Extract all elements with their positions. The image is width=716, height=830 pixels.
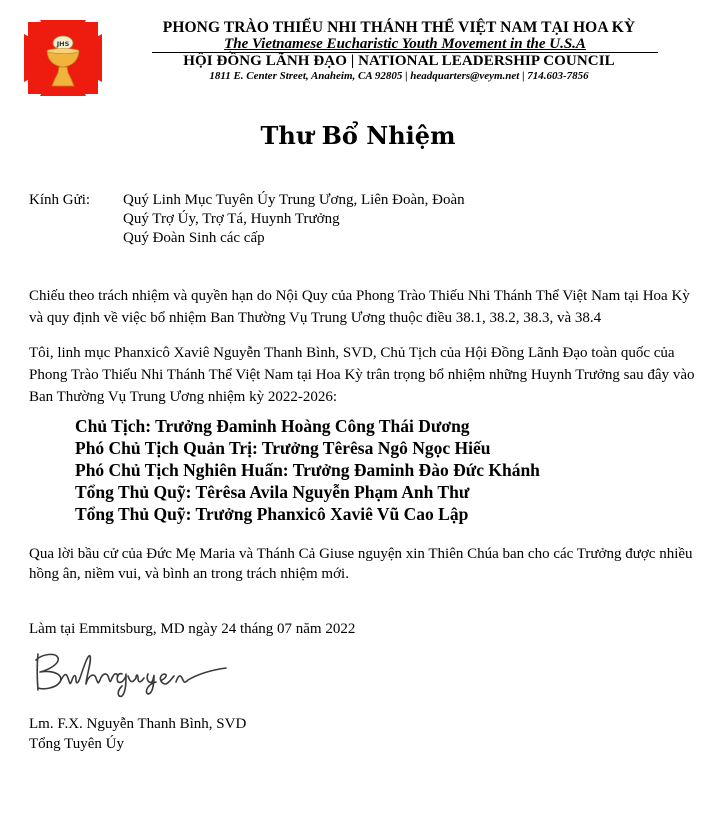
handwritten-signature-icon xyxy=(30,648,242,698)
appointment-name: Trưởng Têrêsa Ngô Ngọc Hiếu xyxy=(261,438,491,458)
body-paragraph-blessing: Qua lời bầu cử của Đức Mẹ Maria và Thánh Cả Giuse nguyện xin Thiên Chúa ban cho các Trưởng được nhiều hồng ân, niềm vui, và bình an trong trách nhiệm mới. xyxy=(29,546,693,582)
appointment-role: Chủ Tịch: xyxy=(75,416,152,436)
appointment-list xyxy=(75,415,540,525)
organization-logo xyxy=(24,20,102,96)
appointment-row xyxy=(75,459,540,481)
appointment-role: Tổng Thủ Quỹ: xyxy=(75,504,192,524)
letterhead xyxy=(140,19,658,83)
body-paragraph-authority: Chiếu theo trách nhiệm và quyền hạn do Nội Quy của Phong Trào Thiếu Nhi Thánh Thể Việt Nam tại Hoa Kỳ và quy định về việc bổ nhiệm Ban Thường Vụ Trung Ương thuộc điều 38.1, 38.2, 38.3, và 38.4 xyxy=(29,288,690,326)
council-name: HỘI ĐỒNG LÃNH ĐẠO | NATIONAL LEADERSHIP COUNCIL xyxy=(183,53,615,69)
appointment-row xyxy=(75,481,540,503)
recipient-line: Quý Trợ Úy, Trợ Tá, Huynh Trưởng xyxy=(123,211,340,227)
svg-text:JHS: JHS xyxy=(56,40,70,48)
appointment-role: Phó Chủ Tịch Quản Trị: xyxy=(75,438,258,458)
salutation-label: Kính Gửi: xyxy=(29,192,91,208)
appointment-name: Trưởng Đaminh Hoàng Công Thái Dương xyxy=(155,416,470,436)
document-title: Thư Bổ Nhiệm xyxy=(260,121,456,150)
org-name-vietnamese: PHONG TRÀO THIẾU NHI THÁNH THỂ VIỆT NAM TẠI HOA KỲ xyxy=(162,19,636,36)
appointment-role: Tổng Thủ Quỹ: xyxy=(75,482,192,502)
body-paragraph-appointment: Tôi, linh mục Phanxicô Xaviê Nguyễn Thanh Bình, SVD, Chủ Tịch của Hội Đồng Lãnh Đạo toàn quốc của Phong Trào Thiếu Nhi Thánh Thể Việt Nam tại Hoa Kỳ trân trọng bổ nhiệm những Huynh Trưởng sau đây vào Ban Thường Vụ Trung Ương nhiệm kỳ 2022-2026: xyxy=(29,345,695,405)
appointment-name: Trưởng Phanxicô Xaviê Vũ Cao Lập xyxy=(195,504,469,524)
appointment-name: Trưởng Đaminh Đào Đức Khánh xyxy=(292,460,540,480)
place-and-date: Làm tại Emmitsburg, MD ngày 24 tháng 07 năm 2022 xyxy=(29,621,356,637)
appointment-row xyxy=(75,415,540,437)
veym-cross-chalice-icon xyxy=(24,20,102,96)
signer-title: Tổng Tuyên Úy xyxy=(29,736,125,752)
org-name-english: The Vietnamese Eucharistic Youth Movement in the U.S.A xyxy=(152,36,658,53)
signer-block xyxy=(29,714,246,754)
recipient-line: Quý Linh Mục Tuyên Úy Trung Ương, Liên Đoàn, Đoàn xyxy=(123,192,465,208)
recipient-list xyxy=(123,191,465,248)
org-address: 1811 E. Center Street, Anaheim, CA 92805 | headquarters@veym.net | 714.603-7856 xyxy=(209,70,589,82)
recipient-line: Quý Đoàn Sinh các cấp xyxy=(123,230,265,246)
signer-name: Lm. F.X. Nguyễn Thanh Bình, SVD xyxy=(29,716,247,732)
appointment-row xyxy=(75,503,540,525)
appointment-name: Têrêsa Avila Nguyễn Phạm Anh Thư xyxy=(195,482,470,502)
appointment-row xyxy=(75,437,540,459)
appointment-role: Phó Chủ Tịch Nghiên Huấn: xyxy=(75,460,289,480)
